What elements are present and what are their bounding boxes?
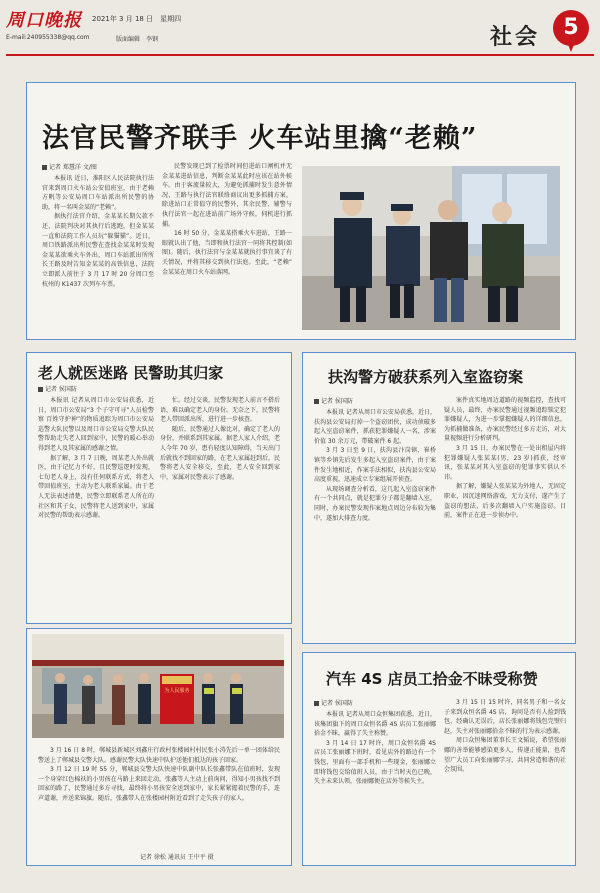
elderly-column-2 [160, 396, 280, 614]
paragraph: 从现场调查分析看，这几起入室盗窃案件有一个共同点，就是犯罪分子都是翻墙入室，同时，办案民警发现作案地点周边分布较为集中，遂加大排查力度。 [314, 485, 436, 522]
elderly-byline-text: 记者 侯国防 [45, 386, 77, 393]
paragraph: 本报讯 记者从周口市公安局获悉，近日，扶沟县公安局打掉一个盗窃团伙，成功侦破多起入室盗窃案件，抓获犯罪嫌疑人一名，涉案价值 30 余万元，带破案件 6 起。 [314, 409, 436, 445]
paragraph: 随后，民警通过人像比对，确定了老人的身份，并联系到其家属。据老人家人介绍，老人今年 70 岁，患有轻度认知障碍，当天出门后就找不到回家的路，在老人家属赶到后，民警将老人安全移交，至此，老人安全回到家中，家属对民警表示了感谢。 [160, 425, 280, 481]
contact-email: E-mail:240955338@qq.com [6, 34, 90, 41]
banner-photo [32, 634, 284, 738]
4s-store-headline: 汽车 4S 店员工拾金不昧受称赞 [326, 670, 538, 688]
paragraph: 据了解，嫌疑人张某某为外地人，无固定职业，因沉迷网络游戏，无力支付，遂产生了盗窃的想法，后多次翻墙入户实施盗窃。目前，案件正在进一步侦办中。 [444, 483, 566, 520]
burglary-byline [314, 396, 353, 405]
elderly-headline: 老人就医迷路 民警助其归家 [38, 364, 224, 382]
paragraph: 16 时 50 分，金某某搭乘火车进站，王路一眼就认出了他，当即和执行法官一同将其控制(如图)。随后，执行法官与金某某就执行事宜谈了有关情况，并将其移交到执行法庭。至此，“老赖” 金某某在周口火车站落网。 [162, 230, 292, 276]
lead-byline [42, 162, 97, 171]
lead-column-2 [162, 162, 292, 332]
issue-date: 2021年 3 月 18 日 星期四 [92, 15, 182, 23]
elderly-column-1 [38, 396, 154, 614]
lost-child-caption [38, 746, 280, 850]
4s-store-byline [314, 698, 353, 707]
elderly-byline [38, 384, 77, 393]
paragraph: 3 月 12 日 19 时 55 分，郸城县交警大队快速中队副中队长张鑫带队在值班时，发现一个身穿红色棉袄的小男孩在马路上来回走动，张鑫等人主动上前询问，得知小男孩找不到回家的路了，民警通过多方寻找，最终将小男孩安全送到家中，家长紧紧握着民警的手，连声道谢，并送来锦旗。随后，张鑫带人在张楼园村附近看到了走失孩子的家人。 [38, 766, 280, 802]
burglary-byline-text: 记者 侯国防 [321, 398, 353, 405]
4s-store-column-2 [444, 698, 566, 856]
paragraph: 忙。经过交谈，民警发现老人前言不搭后语，难以确定老人的身份。无奈之下，民警将老人带回派出所，进行进一步核查。 [160, 397, 280, 424]
paragraph: 据了解，3 月 7 日晚，周某老人外出就医，由于记忆力不好，且民警巡逻时发现，七旬老人身上，没有任何联系方式，将老人带回值班室，主动为老人联系家属。由于老人无法表述清楚，民警立即联系老人所在的社区和其子女，民警将老人送到家中，家属对民警的帮助表示感谢。 [38, 454, 154, 520]
page-editors: 版面编辑 李钢 [116, 36, 159, 43]
paragraph: 3 月 15 日 15 时许，同名男子和一名女子来到众恒名爵 4S 店，询问是否有人捡到钱包，经确认无误后，店长张丽娜将钱包完璧归赵，失主对张丽娜拾金不昧的行为表示感谢。 [444, 699, 566, 735]
lead-column-1 [42, 174, 154, 332]
masthead-rule [6, 54, 594, 56]
banner-text: 为人民服务 [164, 688, 190, 694]
paragraph: 民警发现已到了检票时间但进站口闸机并无金某某进站信息，判断金某某此时应该在站外候车。由于客流量较大，为避免抓捕时发生意外情况，王路与执行法官联络商议出更多抓捕方案，除进站口正常值守的民警外，其余民警、辅警与执行法官一起在进站前广场外守候，伺机进行抓捕。 [162, 163, 292, 228]
page-number-badge: 5 [553, 10, 589, 46]
lead-headline: 法官民警齐联手 火车站里擒“老赖” [42, 123, 478, 154]
section-name: 社会 [490, 24, 541, 50]
4s-store-byline-text: 记者 侯国防 [321, 700, 353, 707]
lost-child-photo-credit: 记者 徐松 通讯员 王中平 摄 [140, 854, 214, 861]
paragraph: 3 月 15 日，办案民警在一处出租屋内将犯罪嫌疑人张某某(男，23 岁)抓获，经审讯，张某某对其入室盗窃的犯罪事实供认不讳。 [444, 444, 566, 481]
newspaper-logo: 周口晚报 [6, 10, 82, 31]
paragraph: 本报讯 记者从周口众恒集团获悉，近日，该集团旗下的周口众恒名爵 4S 店员工张丽娜拾金不昧，赢得了失主称赞。 [314, 711, 436, 738]
paragraph: 周口众恒集团董事长王文韬说，希望张丽娜的善举能够感染更多人，传递正能量，也希望广大员工向张丽娜学习，共同营造和谐的社会氛围。 [444, 737, 566, 774]
masthead [0, 0, 600, 62]
burglary-column-1 [314, 408, 436, 634]
paragraph: 本报讯 记者从周口市公安局获悉，近日，周口市公安局“3 个子守可寻”人员检警察 百姓守护神”的物质追踪为周口市公安局巡警大队民警以及周口市公安局交警大队民警帮助走失老人回到家中，民警的暖心举动得到老人及其家属的感谢之情。 [38, 397, 154, 452]
paragraph: 据执行法官介绍，金某某长期欠款不还，法院判决对其执行后逃跑，但金某某一直和法院工作人员玩“躲猫猫”。近日，周口铁路派出所民警在查找金某某时发现金某某欲乘火车外出，周口车站派出所所长王路及时告知金某某的高铁信息，法院立即派人前往于 3 月 17 时 20 分周口至杭州的 K1437 次列车车票。 [42, 213, 154, 288]
paragraph: 3 月 16 日 8 时，郸城县新城区刘鑫庄行政村张楼园村村民张小涛先后一单一团体给民警送上了郸城县交警大队。感谢民警大队快速中队护送他们抵达的孩子回家。 [38, 747, 280, 764]
lead-byline-text: 记者 郑慧洋 文/图 [49, 164, 97, 171]
burglary-headline: 扶沟警方破获系列入室盗窃案 [328, 368, 524, 386]
paragraph: 3 月 14 日 17 时许，周口众恒名爵 4S 店员工张丽娜下班时，看见店外的路边有一个钱包，里面有一部手机和一些现金，张丽娜立即将钱包交给值班人员，由于当时天色已晚，失主未来认领，张丽娜便在店外等候失主。 [314, 739, 436, 786]
paragraph: 本报讯 近日，淮阳区人民法院执行法官来到周口火车站公安值班室，由于老赖方帆等公安局周口车站派出所民警的协助，将一名叫金某的“老赖”。 [42, 175, 154, 211]
4s-store-column-1 [314, 710, 436, 856]
paragraph: 案件真实地周边道路的视频监控，查找可疑人员，最终，办案民警通过视频追踪锁定犯罪嫌疑人，为进一步掌握嫌疑人的详细信息，为抓捕做准备，办案民警经过多方走访，对大量视频进行分析研判。 [444, 397, 566, 443]
paragraph: 3 月 3 日至 9 日，扶沟县汴岗镇、崔桥镇等乡镇先后发生多起入室盗窃案件，由于案件发生地相近，作案手法相似，扶沟县公安局高度重视，迅速成立专案组展开侦查。 [314, 447, 436, 484]
burglary-column-2 [444, 396, 566, 634]
lead-photo [302, 166, 560, 330]
